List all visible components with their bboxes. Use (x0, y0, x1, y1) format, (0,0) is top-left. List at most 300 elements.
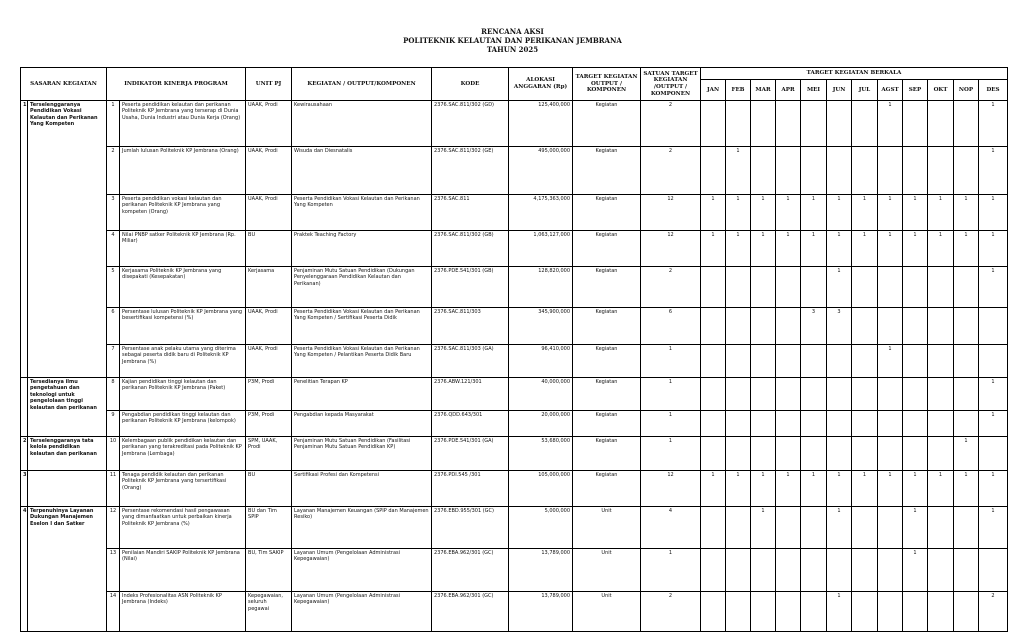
month-target-cell (928, 592, 954, 632)
sasaran-text (28, 471, 107, 507)
sasaran-number (21, 378, 28, 437)
month-target-cell (776, 267, 801, 308)
alokasi-amount: 4,175,363,000 (509, 195, 573, 231)
month-target-cell: 1 (827, 592, 852, 632)
month-target-cell (903, 147, 928, 195)
table-row (21, 231, 1008, 267)
indicator-text: Jumlah lulusan Politeknik KP Jembrana (Orang) (120, 147, 246, 195)
indicator-number: 10 (107, 437, 120, 471)
month-target-cell (852, 101, 878, 147)
month-target-cell: 1 (751, 471, 776, 507)
month-target-cell (852, 267, 878, 308)
month-target-cell: 1 (827, 231, 852, 267)
indicator-text: Persentase rekomendasi hasil pengawasan yang dimanfaatkan untuk perbaikan kinerja Politeknik KP Jembrana (%) (120, 507, 246, 549)
indicator-number: 4 (107, 231, 120, 267)
satuan-label: Kegiatan (573, 411, 641, 437)
title-line-2: POLITEKNIK KELAUTAN DAN PERIKANAN JEMBRANA (403, 36, 622, 45)
target-count: 4 (641, 507, 701, 549)
header-target-berkala: TARGET KEGIATAN BERKALA (701, 68, 1008, 80)
unit-pj: UAAK, Prodi (246, 308, 292, 345)
month-target-cell: 1 (726, 471, 751, 507)
month-target-cell (701, 308, 726, 345)
target-count: 2 (641, 267, 701, 308)
kode-text: 2376.PDI.545 /301 (432, 471, 509, 507)
header-satuan-target: SATUAN TARGET KEGIATAN /OUTPUT / KOMPONEN (641, 68, 701, 101)
kegiatan-text: Kewirausahaan (292, 101, 432, 147)
table-row (21, 101, 1008, 147)
table-row (21, 437, 1008, 471)
satuan-label: Kegiatan (573, 195, 641, 231)
sasaran-number: 3 (21, 471, 28, 507)
target-count: 1 (641, 437, 701, 471)
satuan-label: Unit (573, 507, 641, 549)
header-month: MEI (801, 80, 827, 101)
kode-text: 2376.SAC.811/302 (GD) (432, 101, 509, 147)
header-indikator: INDIKATOR KINERJA PROGRAM (107, 68, 246, 101)
month-target-cell: 1 (827, 507, 852, 549)
month-target-cell (852, 345, 878, 378)
target-count: 2 (641, 147, 701, 195)
month-target-cell: 1 (928, 471, 954, 507)
kode-text: 2376.SAC.811 (432, 195, 509, 231)
month-target-cell (726, 411, 751, 437)
header-month: JUN (827, 80, 852, 101)
month-target-cell: 1 (979, 507, 1008, 549)
indicator-number: 9 (107, 411, 120, 437)
month-target-cell: 1 (928, 231, 954, 267)
indicator-number: 13 (107, 549, 120, 592)
sasaran-text: Terselenggaranya tata kelola pendidikan kelautan dan perikanan (28, 437, 107, 471)
month-target-cell (701, 437, 726, 471)
month-target-cell: 1 (903, 471, 928, 507)
month-target-cell: 1 (878, 195, 903, 231)
alokasi-amount: 125,400,000 (509, 101, 573, 147)
unit-pj: BU dan Tim SPIP (246, 507, 292, 549)
month-target-cell (827, 411, 852, 437)
month-target-cell (979, 345, 1008, 378)
month-target-cell (827, 147, 852, 195)
satuan-label: Kegiatan (573, 231, 641, 267)
month-target-cell: 1 (852, 231, 878, 267)
month-target-cell: 1 (954, 195, 979, 231)
month-target-cell (903, 101, 928, 147)
month-target-cell (726, 267, 751, 308)
header-month: AGST (878, 80, 903, 101)
month-target-cell (928, 345, 954, 378)
month-target-cell (928, 549, 954, 592)
month-target-cell (776, 411, 801, 437)
unit-pj: BU (246, 471, 292, 507)
month-target-cell (701, 147, 726, 195)
indicator-number: 6 (107, 308, 120, 345)
target-count: 1 (641, 549, 701, 592)
target-count: 12 (641, 231, 701, 267)
month-target-cell (827, 101, 852, 147)
kode-text: 2376.SAC.811/303 (GA) (432, 345, 509, 378)
kode-text: 2376.EBD.955/301 (GC) (432, 507, 509, 549)
month-target-cell (751, 345, 776, 378)
month-target-cell (776, 147, 801, 195)
header-target-output: TARGET KEGIATAN OUTPUT / KOMPONEN (573, 68, 641, 101)
month-target-cell: 1 (954, 231, 979, 267)
month-target-cell: 1 (852, 471, 878, 507)
month-target-cell (903, 378, 928, 411)
unit-pj: P3M, Prodi (246, 378, 292, 411)
kode-text: 2376.SAC.811/303 (432, 308, 509, 345)
month-target-cell (852, 592, 878, 632)
month-target-cell (827, 437, 852, 471)
indicator-number: 14 (107, 592, 120, 632)
month-target-cell (878, 437, 903, 471)
month-target-cell: 1 (903, 195, 928, 231)
month-target-cell: 1 (979, 411, 1008, 437)
kegiatan-text: Sertifikasi Profesi dan Kompetensi (292, 471, 432, 507)
table-row (21, 471, 1008, 507)
month-target-cell (801, 101, 827, 147)
indicator-number: 12 (107, 507, 120, 549)
unit-pj: P3M, Prodi (246, 411, 292, 437)
unit-pj: SPM, UAAK, Prodi (246, 437, 292, 471)
action-plan-table (20, 67, 1008, 632)
kode-text: 2376.EBA.962/301 (GC) (432, 549, 509, 592)
month-target-cell (954, 101, 979, 147)
month-target-cell: 1 (954, 437, 979, 471)
sasaran-text: Terpenuhinya Layanan Dukungan Manajemen Eselon I dan Satker (28, 507, 107, 632)
target-count: 12 (641, 471, 701, 507)
month-target-cell (726, 345, 751, 378)
month-target-cell (852, 378, 878, 411)
month-target-cell (726, 549, 751, 592)
indicator-text: Peserta pendidikan kelautan dan perikanan Politeknik KP Jembrana yang terserap di Dunia Usaha, Dunia Industri atau Dunia Kerja (Orang) (120, 101, 246, 147)
indicator-text: Penilaian Mandiri SAKIP Politeknik KP Jembrana (Nilai) (120, 549, 246, 592)
indicator-text: Persentase anak pelaku utama yang diterima sebagai peserta didik baru di Politeknik KP Jembrana (%) (120, 345, 246, 378)
document-title (0, 27, 1025, 54)
month-target-cell (726, 101, 751, 147)
unit-pj: UAAK, Prodi (246, 101, 292, 147)
month-target-cell (751, 592, 776, 632)
month-target-cell (928, 267, 954, 308)
sasaran-text: Tersedianya ilmu pengetahuan dan teknologi untuk pengelolaan tinggi kelautan dan perikanan (28, 378, 107, 437)
month-target-cell: 1 (801, 471, 827, 507)
table-body (21, 101, 1008, 632)
indicator-number: 8 (107, 378, 120, 411)
satuan-label: Kegiatan (573, 437, 641, 471)
kode-text: 2376.SAC.811/302 (GB) (432, 231, 509, 267)
kode-text: 2376.QDD.643/301 (432, 411, 509, 437)
kegiatan-text: Layanan Umum (Pengelolaan Administrasi Kepegawaian) (292, 549, 432, 592)
indicator-number: 3 (107, 195, 120, 231)
month-target-cell (878, 378, 903, 411)
alokasi-amount: 105,000,000 (509, 471, 573, 507)
target-count: 1 (641, 378, 701, 411)
target-count: 12 (641, 195, 701, 231)
month-target-cell (801, 592, 827, 632)
month-target-cell (852, 549, 878, 592)
month-target-cell: 1 (979, 195, 1008, 231)
month-target-cell: 2 (979, 592, 1008, 632)
indicator-number: 7 (107, 345, 120, 378)
month-target-cell: 1 (751, 195, 776, 231)
month-target-cell: 1 (903, 231, 928, 267)
month-target-cell (878, 549, 903, 592)
indicator-number: 1 (107, 101, 120, 147)
month-target-cell (751, 101, 776, 147)
header-kode: KODE (432, 68, 509, 101)
month-target-cell (928, 378, 954, 411)
month-target-cell: 1 (751, 231, 776, 267)
month-target-cell (954, 411, 979, 437)
header-month: FEB (726, 80, 751, 101)
satuan-label: Unit (573, 549, 641, 592)
kegiatan-text: Peserta Pendidikan Vokasi Kelautan dan Perikanan Yang Kompeten (292, 195, 432, 231)
satuan-label: Unit (573, 592, 641, 632)
month-target-cell: 1 (801, 231, 827, 267)
satuan-label: Kegiatan (573, 267, 641, 308)
month-target-cell (903, 267, 928, 308)
header-unit-pj: UNIT PJ (246, 68, 292, 101)
month-target-cell (827, 549, 852, 592)
unit-pj: UAAK, Prodi (246, 345, 292, 378)
kegiatan-text: Wisuda dan Diesnatalis (292, 147, 432, 195)
month-target-cell (928, 101, 954, 147)
month-target-cell (776, 378, 801, 411)
month-target-cell (726, 437, 751, 471)
month-target-cell: 1 (776, 471, 801, 507)
header-month: APR (776, 80, 801, 101)
month-target-cell (954, 378, 979, 411)
month-target-cell (928, 507, 954, 549)
month-target-cell (751, 267, 776, 308)
header-month: SEP (903, 80, 928, 101)
month-target-cell (776, 437, 801, 471)
title-line-3: TAHUN 2025 (486, 45, 539, 54)
kegiatan-text: Peserta Pendidikan Vokasi Kelautan dan Perikanan Yang Kompeten / Pelantikan Peserta Didik Baru (292, 345, 432, 378)
month-target-cell (726, 507, 751, 549)
kegiatan-text: Praktek Teaching Factory (292, 231, 432, 267)
month-target-cell (852, 507, 878, 549)
month-target-cell (726, 592, 751, 632)
month-target-cell (954, 267, 979, 308)
month-target-cell: 1 (928, 195, 954, 231)
month-target-cell: 3 (827, 308, 852, 345)
month-target-cell: 1 (726, 147, 751, 195)
indicator-number: 11 (107, 471, 120, 507)
indicator-number: 2 (107, 147, 120, 195)
month-target-cell (701, 592, 726, 632)
month-target-cell: 1 (979, 101, 1008, 147)
header-month: JUL (852, 80, 878, 101)
title-line-1: RENCANA AKSI (481, 27, 544, 36)
month-target-cell (701, 507, 726, 549)
table-row (21, 549, 1008, 592)
month-target-cell (801, 437, 827, 471)
month-target-cell (701, 345, 726, 378)
month-target-cell: 1 (701, 231, 726, 267)
header-month: OKT (928, 80, 954, 101)
header-month: DES (979, 80, 1008, 101)
satuan-label: Kegiatan (573, 308, 641, 345)
month-target-cell (751, 549, 776, 592)
month-target-cell (979, 308, 1008, 345)
month-target-cell (903, 437, 928, 471)
table-row (21, 411, 1008, 437)
month-target-cell: 1 (878, 231, 903, 267)
month-target-cell: 1 (979, 231, 1008, 267)
indicator-text: Kelembagaan publik pendidikan kelautan dan perikanan yang terakreditasi pada Politeknik KP Jembrana (Lembaga) (120, 437, 246, 471)
month-target-cell (954, 147, 979, 195)
satuan-label: Kegiatan (573, 147, 641, 195)
alokasi-amount: 345,900,000 (509, 308, 573, 345)
month-target-cell (701, 267, 726, 308)
month-target-cell (801, 378, 827, 411)
month-target-cell: 1 (878, 471, 903, 507)
month-target-cell (827, 345, 852, 378)
month-target-cell: 1 (701, 195, 726, 231)
alokasi-amount: 20,000,000 (509, 411, 573, 437)
month-target-cell: 1 (979, 378, 1008, 411)
header-kegiatan: KEGIATAN / OUTPUT/KOMPONEN (292, 68, 432, 101)
month-target-cell: 1 (852, 195, 878, 231)
month-target-cell: 1 (726, 195, 751, 231)
header-row-1 (21, 68, 1008, 80)
month-target-cell (701, 411, 726, 437)
alokasi-amount: 53,680,000 (509, 437, 573, 471)
month-target-cell (954, 345, 979, 378)
kode-text: 2376.ABW.121/301 (432, 378, 509, 411)
month-target-cell: 1 (903, 507, 928, 549)
kegiatan-text: Penjaminan Mutu Satuan Pendidikan (Dukungan Penyelenggaraan Pendidikan Kelautan dan Perikanan) (292, 267, 432, 308)
header-month: JAN (701, 80, 726, 101)
month-target-cell (878, 507, 903, 549)
month-target-cell (776, 345, 801, 378)
month-target-cell (903, 411, 928, 437)
month-target-cell (726, 378, 751, 411)
unit-pj: Kerjasama (246, 267, 292, 308)
month-target-cell (751, 147, 776, 195)
table-row (21, 308, 1008, 345)
month-target-cell (776, 507, 801, 549)
indicator-text: Kerjasama Politeknik KP Jembrana yang disepakati (Kesepakatan) (120, 267, 246, 308)
satuan-label: Kegiatan (573, 101, 641, 147)
month-target-cell (878, 267, 903, 308)
month-target-cell: 1 (726, 231, 751, 267)
table-row (21, 147, 1008, 195)
indicator-number: 5 (107, 267, 120, 308)
month-target-cell (852, 437, 878, 471)
table-row (21, 267, 1008, 308)
alokasi-amount: 96,410,000 (509, 345, 573, 378)
indicator-text: Indeks Profesionalitas ASN Politeknik KP Jembrana (Indeks) (120, 592, 246, 632)
month-target-cell (801, 267, 827, 308)
month-target-cell: 1 (878, 345, 903, 378)
kegiatan-text: Layanan Manajemen Keuangan (SPIP dan Manajemen Resiko) (292, 507, 432, 549)
month-target-cell (928, 437, 954, 471)
month-target-cell (954, 308, 979, 345)
month-target-cell (979, 549, 1008, 592)
satuan-label: Kegiatan (573, 378, 641, 411)
month-target-cell: 1 (776, 195, 801, 231)
month-target-cell (878, 308, 903, 345)
kegiatan-text: Pengabdian kepada Masyarakat (292, 411, 432, 437)
month-target-cell: 1 (751, 507, 776, 549)
month-target-cell (954, 507, 979, 549)
target-count: 2 (641, 101, 701, 147)
sasaran-number: 2 (21, 437, 28, 471)
unit-pj: UAAK, Prodi (246, 195, 292, 231)
indicator-text: Persentase lulusan Politeknik KP Jembrana yang besertifikasi kompetensi (%) (120, 308, 246, 345)
kegiatan-text: Penelitian Terapan KP (292, 378, 432, 411)
month-target-cell (751, 378, 776, 411)
unit-pj: Kepegawaian, seluruh pegawai (246, 592, 292, 632)
kode-text: 2376.EBA.962/301 (GC) (432, 592, 509, 632)
table-row (21, 507, 1008, 549)
month-target-cell: 1 (776, 231, 801, 267)
kegiatan-text: Peserta Pendidikan Vokasi Kelautan dan Perikanan Yang Kompeten / Sertifikasi Peserta Didik (292, 308, 432, 345)
unit-pj: BU (246, 231, 292, 267)
month-target-cell (751, 308, 776, 345)
alokasi-amount: 13,789,000 (509, 549, 573, 592)
alokasi-amount: 5,000,000 (509, 507, 573, 549)
alokasi-amount: 13,789,000 (509, 592, 573, 632)
month-target-cell (928, 411, 954, 437)
month-target-cell (903, 308, 928, 345)
month-target-cell (801, 345, 827, 378)
table-row (21, 195, 1008, 231)
alokasi-amount: 1,063,127,000 (509, 231, 573, 267)
month-target-cell (852, 411, 878, 437)
month-target-cell (776, 592, 801, 632)
indicator-text: Peserta pendidikan vokasi kelautan dan perikanan Politeknik KP Jembrana yang kompeten (Orang) (120, 195, 246, 231)
target-count: 1 (641, 411, 701, 437)
target-count: 2 (641, 592, 701, 632)
header-alokasi: ALOKASI ANGGARAN (Rp) (509, 68, 573, 101)
kode-text: 2376.PDE.541/301 (GB) (432, 267, 509, 308)
month-target-cell (903, 345, 928, 378)
month-target-cell (776, 549, 801, 592)
indicator-text: Kajian pendidikan tinggi kelautan dan perikanan Politeknik KP Jembrana (Paket) (120, 378, 246, 411)
month-target-cell (878, 411, 903, 437)
month-target-cell (878, 592, 903, 632)
month-target-cell (776, 101, 801, 147)
month-target-cell (801, 147, 827, 195)
alokasi-amount: 495,000,000 (509, 147, 573, 195)
month-target-cell (751, 437, 776, 471)
month-target-cell: 1 (979, 471, 1008, 507)
satuan-label: Kegiatan (573, 345, 641, 378)
alokasi-amount: 40,000,000 (509, 378, 573, 411)
month-target-cell (827, 378, 852, 411)
month-target-cell (852, 308, 878, 345)
indicator-text: Nilai PNBP satker Politeknik KP Jembrana (Rp. Miliar) (120, 231, 246, 267)
month-target-cell: 1 (979, 267, 1008, 308)
month-target-cell: 1 (954, 471, 979, 507)
month-target-cell (903, 592, 928, 632)
month-target-cell (801, 549, 827, 592)
month-target-cell (801, 411, 827, 437)
month-target-cell: 1 (827, 267, 852, 308)
target-count: 6 (641, 308, 701, 345)
month-target-cell: 1 (979, 147, 1008, 195)
month-target-cell: 1 (827, 195, 852, 231)
month-target-cell (979, 437, 1008, 471)
month-target-cell (954, 549, 979, 592)
kegiatan-text: Penjaminan Mutu Satuan Pendidikan (Fasilitasi Penjaminan Mutu Satuan Pendidikan KP) (292, 437, 432, 471)
sasaran-number: 4 (21, 507, 28, 632)
month-target-cell (701, 101, 726, 147)
month-target-cell: 3 (801, 308, 827, 345)
sasaran-number: 1 (21, 101, 28, 378)
month-target-cell: 1 (878, 101, 903, 147)
